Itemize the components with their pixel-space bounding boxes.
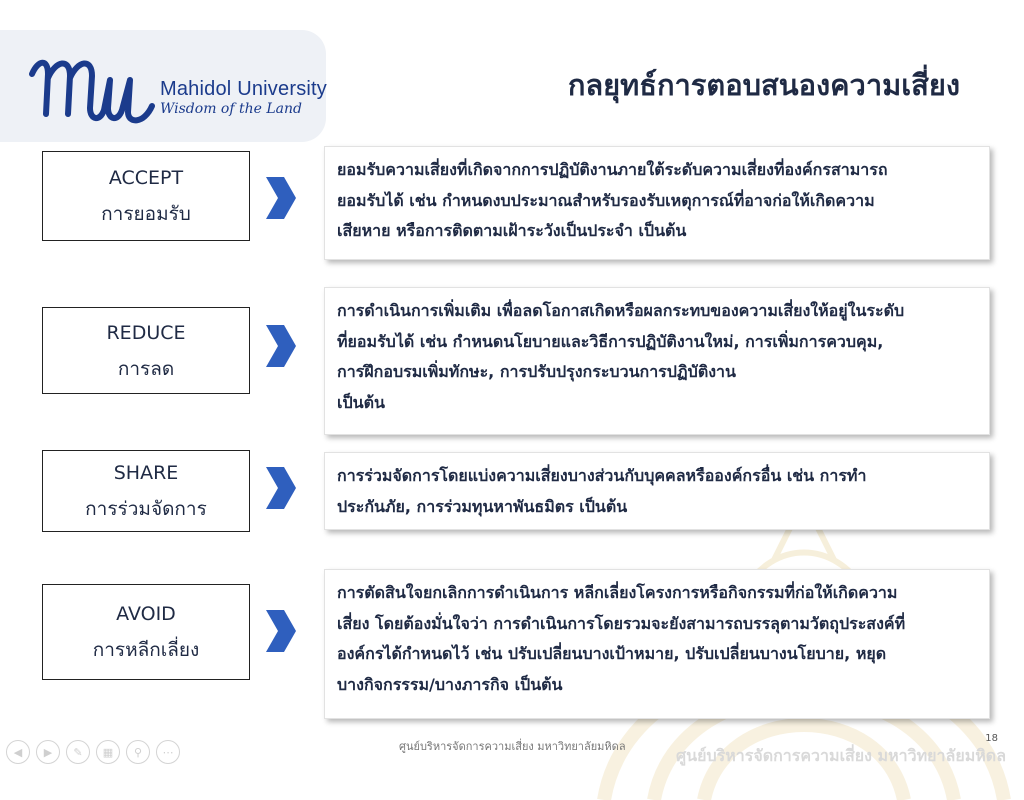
strategy-description-accept: ยอมรับความเสี่ยงที่เกิดจากการปฏิบัติงานภายใต้ระดับความเสี่ยงที่องค์กรสามารถ ยอมรับได้ เช่น กำหนดงบประมาณสำหรับรองรับเหตุการณ์ที่อาจก่อให้เกิดความ เสียหาย หรือการติดตามเฝ้าระวังเป็นประจำ เป็นต้น [324,146,990,260]
strategy-name-th: การหลีกเลี่ยง [92,639,200,661]
chevron-right-icon [262,608,298,654]
slides-icon[interactable]: ▦ [96,740,120,764]
pen-icon[interactable]: ✎ [66,740,90,764]
strategy-label-accept [42,151,250,241]
strategy-name-en: AVOID [116,603,176,625]
strategy-label-reduce [42,307,250,394]
more-icon[interactable]: ⋯ [156,740,180,764]
strategy-description-reduce: การดำเนินการเพิ่มเติม เพื่อลดโอกาสเกิดหรือผลกระทบของความเสี่ยงให้อยู่ในระดับ ที่ยอมรับได้ เช่น กำหนดนโยบายและวิธีการปฏิบัติงานใหม่, การเพิ่มการควบคุม, การฝึกอบรมเพิ่มทักษะ, การปรับปรุงกระบวนการปฏิบัติงาน เป็นต้น [324,287,990,435]
strategy-name-th: การร่วมจัดการ [85,498,207,520]
page-number: 18 [985,733,998,744]
strategy-label-share [42,450,250,532]
strategy-name-th: การยอมรับ [101,203,191,225]
footer-center-text: ศูนย์บริหารจัดการความเสี่ยง มหาวิทยาลัยมหิดล [399,740,626,753]
logo-university-name: Mahidol University [160,78,327,100]
strategy-description-avoid: การตัดสินใจยกเลิกการดำเนินการ หลีกเลี่ยงโครงการหรือกิจกรรมที่ก่อให้เกิดความ เสี่ยง โดยต้องมั่นใจว่า การดำเนินการโดยรวมจะยังสามารถบรรลุตามวัตถุประสงค์ที่ องค์กรได้กำหนดไว้ เช่น ปรับเปลี่ยนบางเป้าหมาย, ปรับเปลี่ยนบางนโยบาย, หยุด บางกิจกรรรม/บางภารกิจ เป็นต้น [324,569,990,719]
strategy-name-th: การลด [117,357,175,380]
footer-brand-watermark: ศูนย์บริหารจัดการความเสี่ยง มหาวิทยาลัยมหิดล [675,746,1006,765]
chevron-right-icon [262,323,298,369]
chevron-right-icon [262,175,298,221]
forward-icon[interactable]: ▶ [36,740,60,764]
chevron-right-icon [262,465,298,511]
strategy-name-en: ACCEPT [108,167,184,189]
strategy-name-en: SHARE [113,462,179,484]
back-icon[interactable]: ◀ [6,740,30,764]
mahidol-logo-icon [26,44,156,130]
zoom-icon[interactable]: ⚲ [126,740,150,764]
logo-tagline: Wisdom of the Land [160,101,302,117]
strategy-label-avoid [42,584,250,680]
strategy-description-share: การร่วมจัดการโดยแบ่งความเสี่ยงบางส่วนกับบุคคลหรือองค์กรอื่น เช่น การทำ ประกันภัย, การร่วมทุนหาพันธมิตร เป็นต้น [324,452,990,530]
slideshow-controls [6,740,180,764]
strategy-name-en: REDUCE [106,321,186,344]
page-title: กลยุทธ์การตอบสนองความเสี่ยง [567,68,960,102]
